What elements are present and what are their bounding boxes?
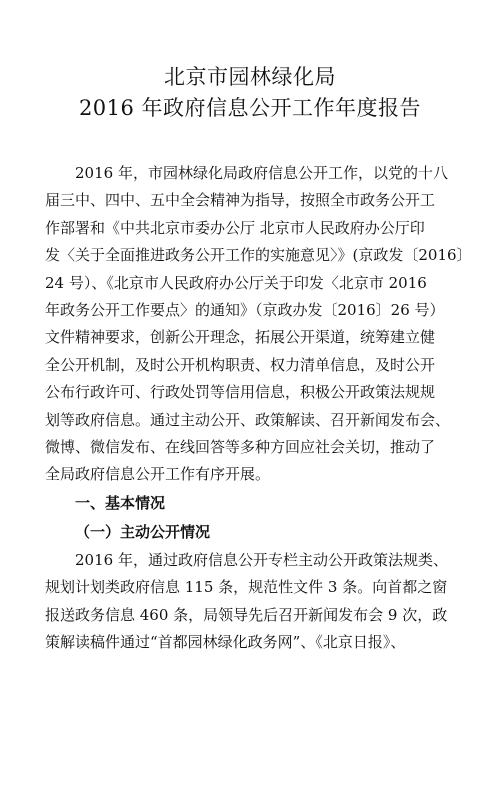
paragraph-line: 作部署和《中共北京市委办公厅 北京市人民政府办公厅印	[45, 218, 425, 237]
paragraph-line: 2016 年，市园林绿化局政府信息公开工作，以党的十八	[75, 164, 448, 182]
section-heading: 一、基本情况	[75, 493, 166, 512]
paragraph-line: 划等政府信息。通过主动公开、政策解读、召开新闻发布会、	[45, 410, 451, 429]
subsection-heading: （一）主动公开情况	[75, 522, 211, 541]
title-line-2: 2016 年政府信息公开工作年度报告	[78, 96, 422, 120]
paragraph-line: 2016 年，通过政府信息公开专栏主动公开政策法规类、	[75, 550, 448, 569]
paragraph-line: 文件精神要求，创新公开理念，拓展公开渠道，统筹建立健	[45, 328, 436, 347]
paragraph-line: 发〈关于全面推进政务公开工作的实施意见〉》(京政发〔2016〕	[45, 246, 472, 265]
paragraph-line: 全局政府信息公开工作有序开展。	[45, 465, 271, 484]
paragraph-line: 24 号）、《北京市人民政府办公厅关于印发〈北京市 2016	[45, 273, 427, 292]
paragraph-line: 报送政务信息 460 条，局领导先后召开新闻发布会 9 次，政	[45, 605, 448, 624]
document-title	[0, 62, 500, 124]
paragraph-line: 全公开机制，及时公开机构职责、权力清单信息，及时公开	[45, 355, 436, 374]
subsection-paragraph	[45, 547, 457, 657]
title-line-1: 北京市园林绿化局	[164, 65, 336, 89]
paragraph-line: 规划计划类政府信息 115 条，规范性文件 3 条。向首都之窗	[45, 578, 448, 597]
paragraph-line: 公布行政许可、行政处罚等信用信息，积极公开政策法规规	[45, 383, 436, 402]
intro-paragraph	[45, 160, 472, 489]
paragraph-line: 微博、微信发布、在线回答等多种方回应社会关切，推动了	[45, 438, 436, 457]
paragraph-line: 届三中、四中、五中全会精神为指导，按照全市政务公开工	[45, 191, 436, 210]
paragraph-line: 策解读稿件通过“首都园林绿化政务网”、《北京日报》、	[45, 633, 406, 652]
document-body	[45, 160, 472, 657]
paragraph-line: 年政务公开工作要点〉的通知》（京政办发〔2016〕26 号）	[45, 301, 445, 320]
